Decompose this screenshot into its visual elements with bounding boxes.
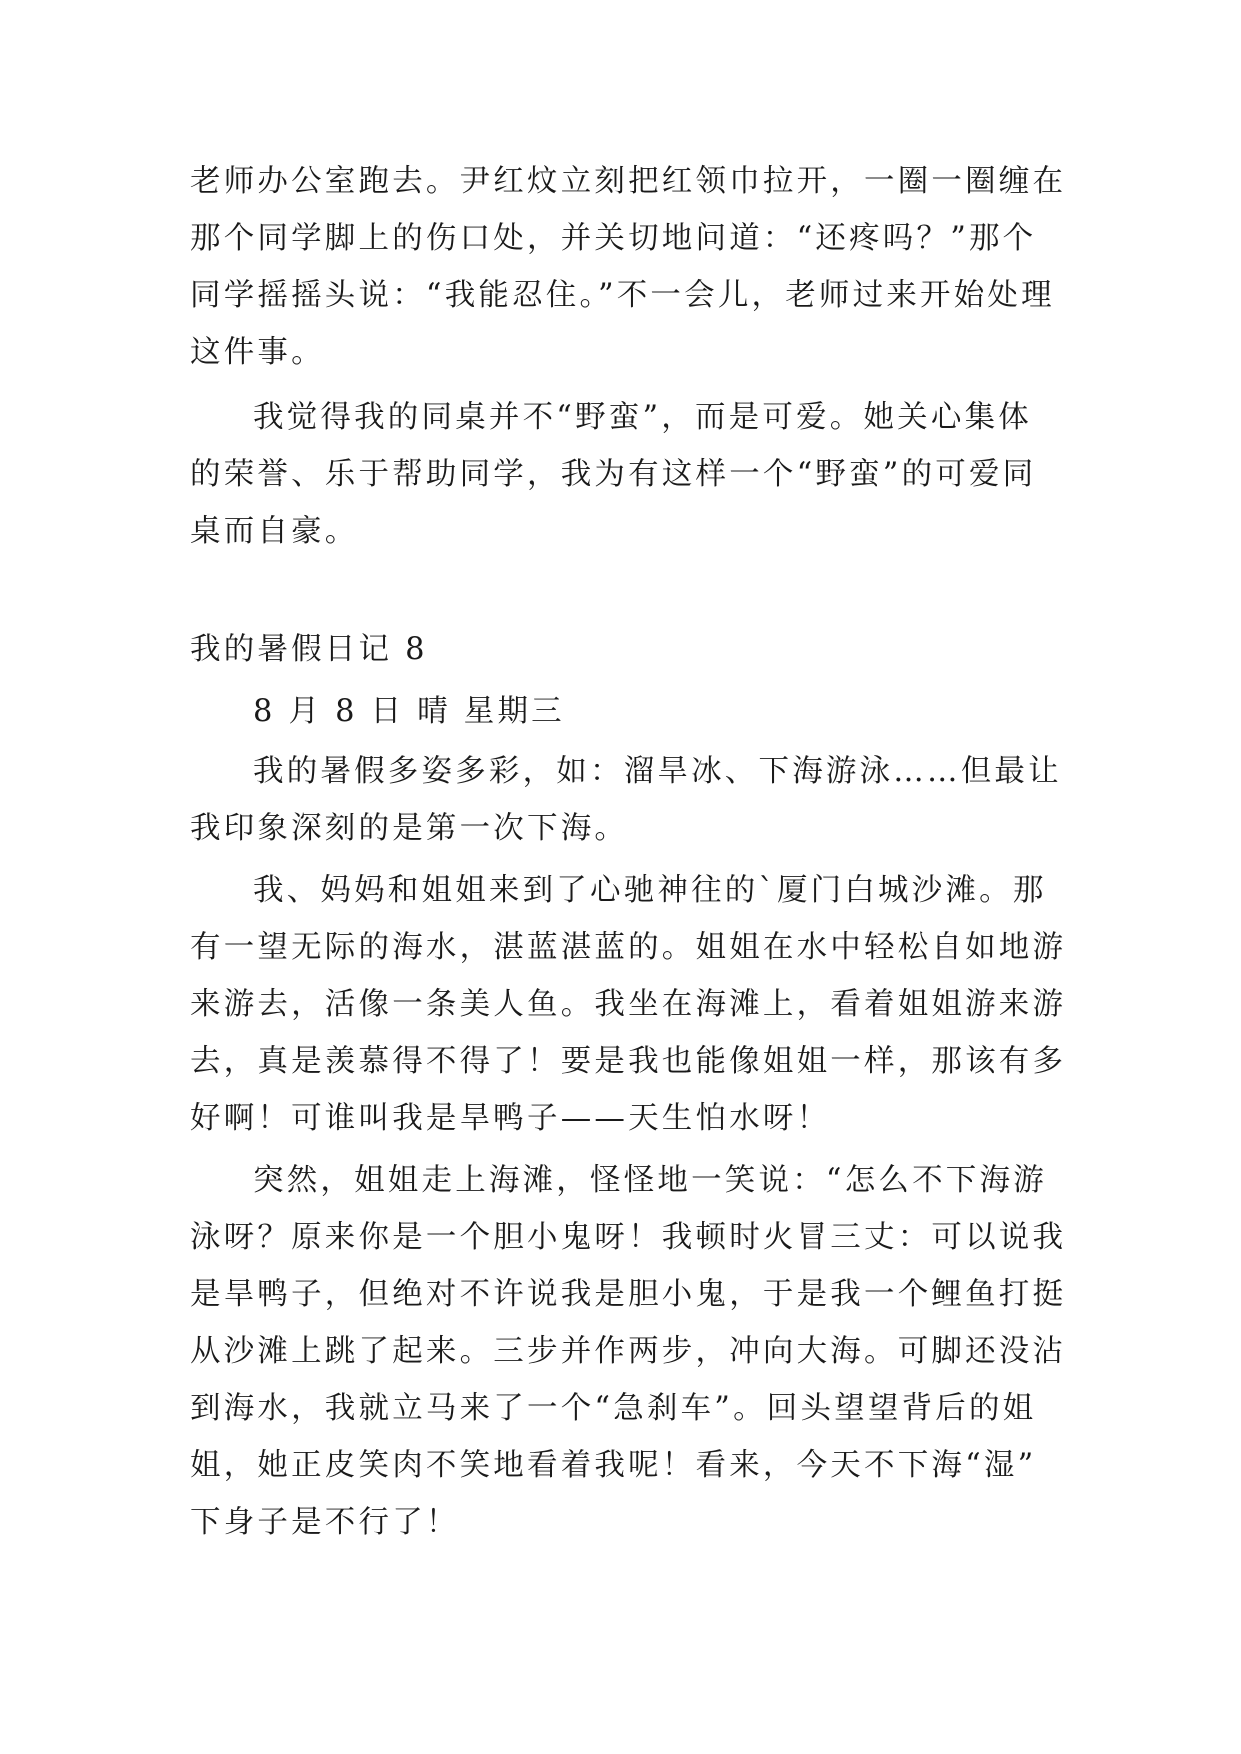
text-line: 桌而自豪。: [190, 514, 359, 549]
text-line: 我印象深刻的是第一次下海。: [190, 811, 629, 846]
text-line: 姐，她正皮笑肉不笑地看着我呢！看来，今天不下海“湿”: [190, 1448, 1037, 1483]
text-line: 从沙滩上跳了起来。三步并作两步，冲向大海。可脚还没沾: [190, 1334, 1067, 1369]
text-line: 到海水，我就立马来了一个“急刹车”。回头望望背后的姐: [190, 1391, 1037, 1426]
paragraph-start-line: 我、妈妈和姐姐来到了心驰神往的`厦门白城沙滩。那: [253, 873, 1047, 908]
section-title: 我的暑假日记 8: [190, 632, 428, 667]
text-line: 同学摇摇头说：“我能忍住。”不一会儿，老师过来开始处理: [190, 278, 1055, 313]
text-line: 是旱鸭子，但绝对不许说我是胆小鬼，于是我一个鲤鱼打挺: [190, 1277, 1067, 1312]
text-line: 好啊！可谁叫我是旱鸭子——天生怕水呀！: [190, 1101, 831, 1136]
text-line: 这件事。: [190, 335, 325, 370]
paragraph-start-line: 我觉得我的同桌并不“野蛮”，而是可爱。她关心集体: [253, 400, 1032, 435]
text-line: 老师办公室跑去。尹红炆立刻把红领巾拉开，一圈一圈缠在: [190, 164, 1067, 199]
text-line: 下身子是不行了！: [190, 1505, 460, 1540]
text-line: 的荣誉、乐于帮助同学，我为有这样一个“野蛮”的可爱同: [190, 457, 1037, 492]
text-line: 那个同学脚上的伤口处，并关切地问道：“还疼吗？”那个: [190, 221, 1037, 256]
text-line: 泳呀？原来你是一个胆小鬼呀！我顿时火冒三丈：可以说我: [190, 1220, 1067, 1255]
text-line: 有一望无际的海水，湛蓝湛蓝的。姐姐在水中轻松自如地游: [190, 930, 1067, 965]
paragraph-start-line: 突然，姐姐走上海滩，怪怪地一笑说：“怎么不下海游: [253, 1163, 1047, 1198]
text-line: 去，真是羡慕得不得了！要是我也能像姐姐一样，那该有多: [190, 1044, 1067, 1079]
paragraph-start-line: 我的暑假多姿多彩，如：溜旱冰、下海游泳……但最让: [253, 754, 1062, 789]
diary-date-line: 8 月 8 日 晴 星期三: [253, 694, 565, 729]
text-line: 来游去，活像一条美人鱼。我坐在海滩上，看着姐姐游来游: [190, 987, 1067, 1022]
